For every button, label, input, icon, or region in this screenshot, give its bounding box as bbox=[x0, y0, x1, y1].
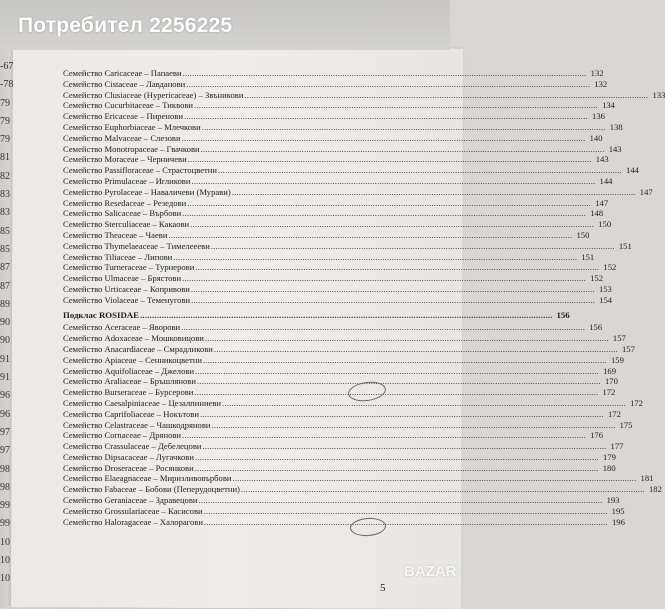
toc-row bbox=[63, 273, 603, 284]
toc-row bbox=[63, 121, 623, 133]
toc-entry-title: Семейство Elaeagnaceae – Миризливовърбови bbox=[63, 473, 232, 484]
margin-number: 99 bbox=[0, 500, 10, 512]
margin-number: 97 bbox=[0, 445, 10, 457]
previous-page-numbers bbox=[0, 58, 20, 589]
toc-row bbox=[63, 462, 616, 474]
toc-entry-title: Семейство Passifloraceae – Страстоцветни bbox=[63, 165, 217, 176]
toc-entry-page: 144 bbox=[626, 165, 639, 176]
toc-entry-title: Семейство Droseraceae – Росянкови bbox=[63, 462, 194, 473]
toc-entry-title: Семейство Fabaceae – Бобови (Пеперудоцветни) bbox=[63, 484, 240, 495]
toc-row bbox=[63, 322, 603, 333]
toc-row bbox=[63, 283, 612, 295]
toc-leader-dots bbox=[232, 187, 636, 198]
toc-leader-dots bbox=[168, 230, 572, 241]
toc-entry-title: Семейство Burseraceae – Бурсерови bbox=[63, 387, 194, 398]
toc-entry-page: 148 bbox=[590, 208, 604, 219]
margin-number: 90 bbox=[0, 317, 10, 329]
bazar-logo: BAZAR bbox=[404, 563, 457, 580]
toc-leader-dots bbox=[214, 344, 618, 355]
toc-entry-title: Семейство Aceraceae – Яворови bbox=[63, 322, 181, 333]
toc-entry-title: Семейство Caprifoliaceae – Нокътови bbox=[63, 408, 199, 419]
toc-leader-dots bbox=[191, 295, 595, 306]
toc-leader-dots bbox=[202, 441, 606, 452]
margin-number: 81 bbox=[0, 152, 10, 164]
toc-leader-dots bbox=[195, 366, 599, 377]
toc-row bbox=[63, 354, 624, 366]
toc-row bbox=[63, 111, 605, 122]
toc-entry-title: Семейство Malvaceae – Слезови bbox=[63, 132, 181, 143]
toc-row bbox=[63, 441, 624, 452]
toc-entry-page: 150 bbox=[576, 229, 590, 240]
toc-entry-title: Семейство Ericaceae – Пиренови bbox=[63, 111, 183, 122]
toc-entry-title: Семейство Aquifoliaceae – Джелови bbox=[63, 365, 195, 376]
margin-number: 79 bbox=[0, 97, 10, 109]
toc-entry-page: 150 bbox=[598, 219, 612, 230]
toc-entry-title: Семейство Sterculiaceae – Какаови bbox=[63, 219, 190, 230]
toc-row bbox=[63, 229, 590, 241]
table-of-contents bbox=[63, 68, 665, 527]
margin-number: 99 bbox=[0, 518, 10, 530]
margin-number: -78 bbox=[0, 79, 14, 91]
toc-leader-dots bbox=[184, 111, 588, 122]
toc-entry-page: 175 bbox=[619, 419, 633, 430]
toc-entry-page: 172 bbox=[607, 408, 621, 419]
toc-entry-title: Семейство Apiaceae – Сенникоцветни bbox=[63, 354, 202, 365]
toc-leader-dots bbox=[211, 241, 615, 252]
toc-entry-page: 157 bbox=[621, 343, 635, 354]
toc-entry-title: Семейство Euphorbiaceae – Млечкови bbox=[63, 121, 201, 132]
toc-entry-page: 143 bbox=[595, 154, 609, 165]
toc-entry-page: 156 bbox=[589, 322, 603, 333]
toc-entry-page: 138 bbox=[609, 121, 623, 132]
toc-row bbox=[63, 397, 643, 409]
toc-leader-dots bbox=[199, 495, 603, 506]
margin-number: 96 bbox=[0, 390, 10, 402]
toc-row bbox=[63, 473, 654, 484]
toc-entry-page: 133 bbox=[652, 89, 665, 100]
toc-entry-title: Семейство Adoxaceae – Мошковицови bbox=[63, 333, 204, 344]
toc-entry-page: 154 bbox=[599, 294, 613, 305]
toc-leader-dots bbox=[195, 463, 599, 474]
toc-entry-page: 182 bbox=[648, 484, 662, 495]
toc-leader-dots bbox=[201, 144, 605, 155]
margin-number: 97 bbox=[0, 426, 10, 438]
toc-row bbox=[63, 154, 609, 165]
toc-entry-page: 159 bbox=[610, 354, 624, 365]
toc-entry-page: 193 bbox=[606, 495, 620, 506]
toc-row bbox=[63, 100, 615, 111]
toc-row bbox=[63, 419, 633, 431]
watermark-text: Потребител 2256225 bbox=[18, 14, 233, 37]
margin-number: 91 bbox=[0, 353, 10, 365]
toc-entry-page: 151 bbox=[581, 251, 595, 262]
toc-entry-title: Семейство Celastraceae – Чашкодрянови bbox=[63, 419, 211, 430]
toc-entry-page: 195 bbox=[611, 505, 625, 516]
toc-entry-title: Семейство Resedaceae – Резедови bbox=[63, 197, 187, 208]
toc-entry-page: 147 bbox=[595, 197, 609, 208]
margin-number: 79 bbox=[0, 134, 10, 146]
toc-leader-dots bbox=[181, 322, 585, 333]
toc-row bbox=[63, 251, 595, 263]
toc-entry-title: Семейство Araliaceae – Бръшлянови bbox=[63, 376, 196, 387]
toc-entry-page: 132 bbox=[594, 78, 608, 89]
toc-leader-dots bbox=[188, 154, 592, 165]
margin-number: 87 bbox=[0, 262, 10, 274]
toc-row bbox=[63, 186, 653, 198]
toc-row bbox=[63, 78, 608, 90]
margin-number: 10 bbox=[0, 573, 10, 585]
margin-number: -67 bbox=[0, 61, 14, 72]
toc-entry-page: 172 bbox=[630, 397, 643, 408]
margin-number: 96 bbox=[0, 408, 10, 420]
toc-leader-dots bbox=[195, 452, 599, 463]
toc-entry-title: Семейство Cistaceae – Лавданови bbox=[63, 78, 186, 89]
toc-entry-title: Семейство Clusiaceae (Hypericaceae) – Звъникови bbox=[63, 89, 244, 100]
toc-leader-dots bbox=[203, 355, 607, 366]
toc-leader-dots bbox=[194, 100, 598, 111]
toc-row bbox=[63, 333, 626, 344]
toc-entry-title: Семейство Urticaceae – Копривови bbox=[63, 283, 190, 294]
toc-entry-title: Семейство Cucurbitaceae – Тиквови bbox=[63, 100, 194, 111]
toc-leader-dots bbox=[212, 420, 616, 431]
toc-leader-dots bbox=[222, 398, 626, 409]
toc-entry-title: Семейство Primulaceae – Игликови bbox=[63, 175, 191, 186]
toc-leader-dots bbox=[200, 409, 604, 420]
toc-leader-dots bbox=[183, 68, 587, 79]
toc-entry-page: 134 bbox=[602, 100, 615, 111]
toc-row bbox=[63, 197, 609, 209]
toc-leader-dots bbox=[194, 387, 598, 398]
margin-number: 89 bbox=[0, 298, 10, 310]
toc-entry-title: Семейство Cornaceae – Дрянови bbox=[63, 430, 182, 441]
toc-leader-dots bbox=[173, 252, 577, 263]
toc-row bbox=[63, 387, 616, 398]
margin-number: 90 bbox=[0, 335, 10, 347]
toc-entry-page: 152 bbox=[603, 262, 617, 273]
toc-leader-dots bbox=[204, 506, 608, 517]
toc-row bbox=[63, 430, 603, 441]
toc-row bbox=[63, 143, 622, 155]
margin-number: 10 bbox=[0, 536, 10, 548]
toc-entry-page: 152 bbox=[590, 273, 603, 284]
margin-number: 85 bbox=[0, 243, 10, 255]
toc-entry-title: Семейство Caesalpiniaceae – Цезалпиниеви bbox=[63, 397, 222, 408]
toc-entry-page: 157 bbox=[612, 333, 626, 344]
margin-number: 91 bbox=[0, 372, 10, 384]
toc-entry-title: Семейство Anacardiaceae – Смрадликови bbox=[63, 343, 213, 354]
toc-entry-title: Семейство Moraceae – Черничеви bbox=[63, 154, 187, 165]
toc-entry-title: Семейство Monotropaceae – Гвачкови bbox=[63, 143, 200, 154]
margin-number: 87 bbox=[0, 280, 10, 292]
toc-leader-dots bbox=[182, 430, 586, 441]
toc-entry-title: Семейство Crassulaceae – Дебелецови bbox=[63, 441, 202, 452]
toc-leader-dots bbox=[140, 310, 553, 321]
toc-entry-page: 196 bbox=[611, 516, 625, 527]
toc-entry-page: 143 bbox=[608, 143, 622, 154]
toc-row bbox=[63, 240, 632, 252]
toc-row bbox=[63, 132, 603, 144]
toc-leader-dots bbox=[186, 79, 590, 90]
toc-entry-page: 172 bbox=[602, 387, 616, 398]
toc-row bbox=[63, 408, 621, 420]
watermark-banner bbox=[0, 0, 450, 50]
toc-entry-title: Семейство Grossulariaceae – Касисови bbox=[63, 505, 203, 516]
toc-entry-page: 169 bbox=[603, 365, 616, 376]
toc-row bbox=[63, 376, 618, 387]
toc-entry-page: 180 bbox=[602, 462, 616, 473]
toc-row bbox=[63, 451, 616, 463]
toc-row bbox=[63, 484, 662, 495]
toc-entry-title: Семейство Turneraceae – Турнерови bbox=[63, 262, 195, 273]
toc-leader-dots bbox=[205, 333, 609, 344]
margin-number: 85 bbox=[0, 225, 10, 237]
margin-number: 83 bbox=[0, 189, 10, 201]
toc-row bbox=[63, 365, 616, 377]
toc-entry-page: 170 bbox=[604, 376, 618, 387]
toc-row bbox=[63, 68, 604, 79]
toc-row bbox=[63, 208, 604, 219]
toc-entry-title: Семейство Thymelaeaceae – Тимелеееви bbox=[63, 240, 210, 251]
margin-number: 79 bbox=[0, 115, 10, 127]
toc-leader-dots bbox=[187, 198, 591, 209]
margin-number: 98 bbox=[0, 463, 10, 475]
toc-entry-title: Семейство Theaceae – Чаеви bbox=[63, 229, 168, 240]
toc-entry-title: Семейство Tiliaceae – Липови bbox=[63, 251, 173, 262]
toc-row bbox=[63, 262, 617, 273]
toc-row bbox=[63, 165, 639, 176]
toc-entry-page: 132 bbox=[590, 68, 604, 78]
toc-leader-dots bbox=[182, 273, 586, 284]
margin-number: 10 bbox=[0, 555, 10, 567]
page-number: 5 bbox=[380, 582, 386, 594]
toc-entry-page: 136 bbox=[592, 111, 605, 122]
toc-leader-dots bbox=[244, 90, 648, 101]
toc-entry-title: Семейство Caricaceae – Папаеви bbox=[63, 68, 182, 78]
toc-entry-page: 147 bbox=[639, 186, 653, 197]
toc-leader-dots bbox=[241, 484, 645, 495]
toc-entry-title: Семейство Violaceae – Теменугови bbox=[63, 294, 191, 305]
margin-number: 83 bbox=[0, 207, 10, 219]
toc-leader-dots bbox=[182, 208, 586, 219]
toc-row bbox=[63, 89, 665, 101]
toc-leader-dots bbox=[218, 165, 622, 176]
toc-leader-dots bbox=[191, 176, 595, 187]
toc-row bbox=[63, 516, 625, 528]
toc-entry-page: 144 bbox=[599, 175, 613, 186]
toc-leader-dots bbox=[204, 517, 608, 528]
toc-entry-page: 156 bbox=[556, 309, 570, 320]
toc-leader-dots bbox=[190, 219, 594, 230]
toc-entry-page: 181 bbox=[640, 473, 654, 484]
toc-entry-page: 179 bbox=[603, 451, 616, 462]
toc-leader-dots bbox=[191, 284, 595, 295]
toc-entry-title: Подклас ROSIDAE bbox=[63, 309, 140, 320]
toc-row bbox=[63, 219, 612, 230]
toc-entry-title: Семейство Geraniaceae – Здравецови bbox=[63, 495, 198, 506]
toc-row bbox=[63, 495, 620, 506]
toc-entry-page: 151 bbox=[618, 240, 632, 251]
toc-leader-dots bbox=[197, 376, 601, 387]
toc-row bbox=[63, 343, 635, 355]
toc-entry-page: 140 bbox=[589, 132, 603, 143]
toc-entry-title: Семейство Pyrolaceae – Наваличеви (Мурави) bbox=[63, 186, 231, 197]
toc-subclass-heading bbox=[63, 309, 570, 321]
toc-leader-dots bbox=[232, 473, 636, 484]
toc-row bbox=[63, 294, 613, 306]
toc-row bbox=[63, 505, 625, 517]
toc-entry-page: 177 bbox=[610, 441, 624, 452]
margin-number: 98 bbox=[0, 481, 10, 493]
toc-row bbox=[63, 175, 613, 187]
toc-entry-page: 176 bbox=[590, 430, 603, 441]
toc-leader-dots bbox=[195, 262, 599, 273]
toc-entry-page: 153 bbox=[598, 283, 612, 294]
toc-entry-title: Семейство Ulmaceae – Брястови bbox=[63, 273, 182, 284]
margin-number: 82 bbox=[0, 170, 10, 182]
toc-leader-dots bbox=[202, 122, 606, 133]
toc-entry-title: Семейство Dipsacaceae – Лугачкови bbox=[63, 451, 194, 462]
toc-entry-title: Семейство Haloragaceae – Халорагови bbox=[63, 516, 203, 527]
toc-leader-dots bbox=[182, 133, 586, 144]
toc-entry-title: Семейство Salicaceae – Върбови bbox=[63, 208, 182, 219]
